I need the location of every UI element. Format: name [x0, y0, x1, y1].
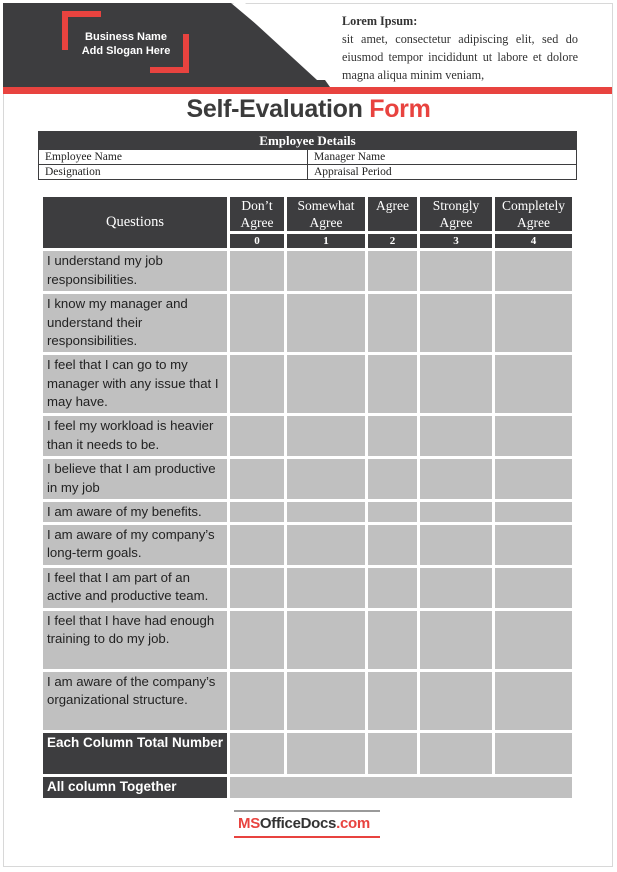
- rating-cell[interactable]: [368, 355, 417, 413]
- survey-table: [40, 194, 575, 801]
- question-row: [43, 672, 572, 730]
- grand-total-row: [43, 777, 572, 798]
- question-row: [43, 611, 572, 669]
- designation-field[interactable]: Designation: [39, 165, 308, 179]
- rating-cell[interactable]: [287, 502, 365, 522]
- question-text: I believe that I am productive in my job: [43, 459, 227, 499]
- logo-text-officedocs: OfficeDocs: [259, 815, 337, 832]
- rating-cell[interactable]: [287, 355, 365, 413]
- scale-label: Agree: [368, 197, 417, 231]
- appraisal-period-field[interactable]: Appraisal Period: [314, 166, 392, 178]
- question-row: [43, 251, 572, 291]
- banner-base: [3, 80, 330, 87]
- question-text: I feel my workload is heavier than it needs to be.: [43, 416, 227, 456]
- question-row: [43, 459, 572, 499]
- rating-cell[interactable]: [287, 459, 365, 499]
- question-row: [43, 525, 572, 565]
- lorem-body: sit amet, consectetur adipiscing elit, sed do eiusmod tempor incididunt ut labore et dolore magna aliqua minim veniam,: [342, 32, 578, 82]
- rating-cell[interactable]: [368, 568, 417, 608]
- question-row: [43, 416, 572, 456]
- rating-cell[interactable]: [287, 416, 365, 456]
- rating-cell[interactable]: [495, 251, 572, 291]
- scale-value: 0: [230, 234, 284, 248]
- title-accent: Form: [369, 95, 431, 123]
- rating-cell[interactable]: [368, 459, 417, 499]
- scale-value: 1: [287, 234, 365, 248]
- rating-cell[interactable]: [368, 294, 417, 352]
- question-text: I know my manager and understand their responsibilities.: [43, 294, 227, 352]
- question-row: [43, 568, 572, 608]
- rating-cell[interactable]: [495, 459, 572, 499]
- column-total-cell[interactable]: [495, 733, 572, 774]
- logo-text-ms: MS: [238, 815, 260, 832]
- rating-cell[interactable]: [420, 502, 492, 522]
- rating-cell[interactable]: [420, 525, 492, 565]
- rating-cell[interactable]: [230, 459, 284, 499]
- question-row: [43, 355, 572, 413]
- employee-row: [39, 164, 576, 179]
- rating-cell[interactable]: [368, 525, 417, 565]
- rating-cell[interactable]: [230, 502, 284, 522]
- column-total-label: Each Column Total Number: [43, 733, 227, 774]
- question-text: I am aware of the company’s organizational structure.: [43, 672, 227, 730]
- rating-cell[interactable]: [368, 672, 417, 730]
- employee-details: [38, 131, 577, 180]
- rating-cell[interactable]: [287, 672, 365, 730]
- rating-cell[interactable]: [230, 251, 284, 291]
- lorem-block: [342, 12, 578, 84]
- msofficedocs-logo: [232, 810, 384, 840]
- question-text: I feel that I can go to my manager with any issue that I may have.: [43, 355, 227, 413]
- rating-cell[interactable]: [495, 294, 572, 352]
- rating-cell[interactable]: [368, 611, 417, 669]
- rating-cell[interactable]: [368, 251, 417, 291]
- rating-cell[interactable]: [420, 416, 492, 456]
- employee-details-heading: Employee Details: [39, 132, 576, 149]
- grand-total-cell[interactable]: [230, 777, 572, 798]
- rating-cell[interactable]: [420, 568, 492, 608]
- rating-cell[interactable]: [230, 525, 284, 565]
- rating-cell[interactable]: [287, 611, 365, 669]
- banner-red-line: [3, 87, 612, 94]
- rating-cell[interactable]: [368, 416, 417, 456]
- rating-cell[interactable]: [287, 251, 365, 291]
- rating-cell[interactable]: [495, 568, 572, 608]
- logo-text-com: .com: [336, 815, 370, 832]
- rating-cell[interactable]: [230, 611, 284, 669]
- rating-cell[interactable]: [230, 294, 284, 352]
- rating-cell[interactable]: [495, 416, 572, 456]
- rating-cell[interactable]: [420, 294, 492, 352]
- rating-cell[interactable]: [230, 672, 284, 730]
- question-text: I am aware of my benefits.: [43, 502, 227, 522]
- questions-header: Questions: [43, 197, 227, 248]
- logo-bottom-line: [234, 836, 380, 838]
- rating-cell[interactable]: [495, 502, 572, 522]
- question-text: I feel that I have had enough training to do my job.: [43, 611, 227, 669]
- scale-label: Somewhat Agree: [287, 197, 365, 231]
- column-total-cell[interactable]: [230, 733, 284, 774]
- rating-cell[interactable]: [420, 611, 492, 669]
- employee-name-field[interactable]: Employee Name: [39, 150, 308, 164]
- rating-cell[interactable]: [287, 294, 365, 352]
- question-text: I feel that I am part of an active and productive team.: [43, 568, 227, 608]
- rating-cell[interactable]: [495, 611, 572, 669]
- question-row: [43, 294, 572, 352]
- rating-cell[interactable]: [420, 251, 492, 291]
- scale-value: 3: [420, 234, 492, 248]
- logo-text: [238, 815, 370, 832]
- title-main: Self-Evaluation: [186, 95, 363, 123]
- question-text: I am aware of my company’s long-term goals.: [43, 525, 227, 565]
- rating-cell[interactable]: [368, 502, 417, 522]
- employee-row: [39, 149, 576, 164]
- column-total-cell[interactable]: [287, 733, 365, 774]
- grand-total-label: All column Together: [43, 777, 227, 798]
- slogan: Add Slogan Here: [81, 45, 171, 57]
- header-banner: [0, 0, 617, 100]
- rating-cell[interactable]: [230, 568, 284, 608]
- column-total-cell[interactable]: [420, 733, 492, 774]
- rating-cell[interactable]: [420, 672, 492, 730]
- scale-value: 2: [368, 234, 417, 248]
- rating-cell[interactable]: [420, 355, 492, 413]
- rating-cell[interactable]: [230, 416, 284, 456]
- scale-label: Strongly Agree: [420, 197, 492, 231]
- lorem-title: Lorem Ipsum:: [342, 14, 418, 28]
- rating-cell[interactable]: [420, 459, 492, 499]
- manager-name-field[interactable]: Manager Name: [314, 151, 386, 163]
- rating-cell[interactable]: [495, 355, 572, 413]
- scale-label: Don’t Agree: [230, 197, 284, 231]
- totals-row: [43, 733, 572, 774]
- rating-cell[interactable]: [495, 525, 572, 565]
- rating-cell[interactable]: [287, 525, 365, 565]
- scale-value: 4: [495, 234, 572, 248]
- column-total-cell[interactable]: [368, 733, 417, 774]
- business-name: Business Name: [85, 31, 167, 43]
- logo-top-line: [234, 810, 380, 812]
- rating-cell[interactable]: [230, 355, 284, 413]
- scale-label: Completely Agree: [495, 197, 572, 231]
- rating-cell[interactable]: [495, 672, 572, 730]
- rating-cell[interactable]: [287, 568, 365, 608]
- question-row: [43, 502, 572, 522]
- page-title: [0, 95, 617, 124]
- question-text: I understand my job responsibilities.: [43, 251, 227, 291]
- business-block: [66, 30, 186, 58]
